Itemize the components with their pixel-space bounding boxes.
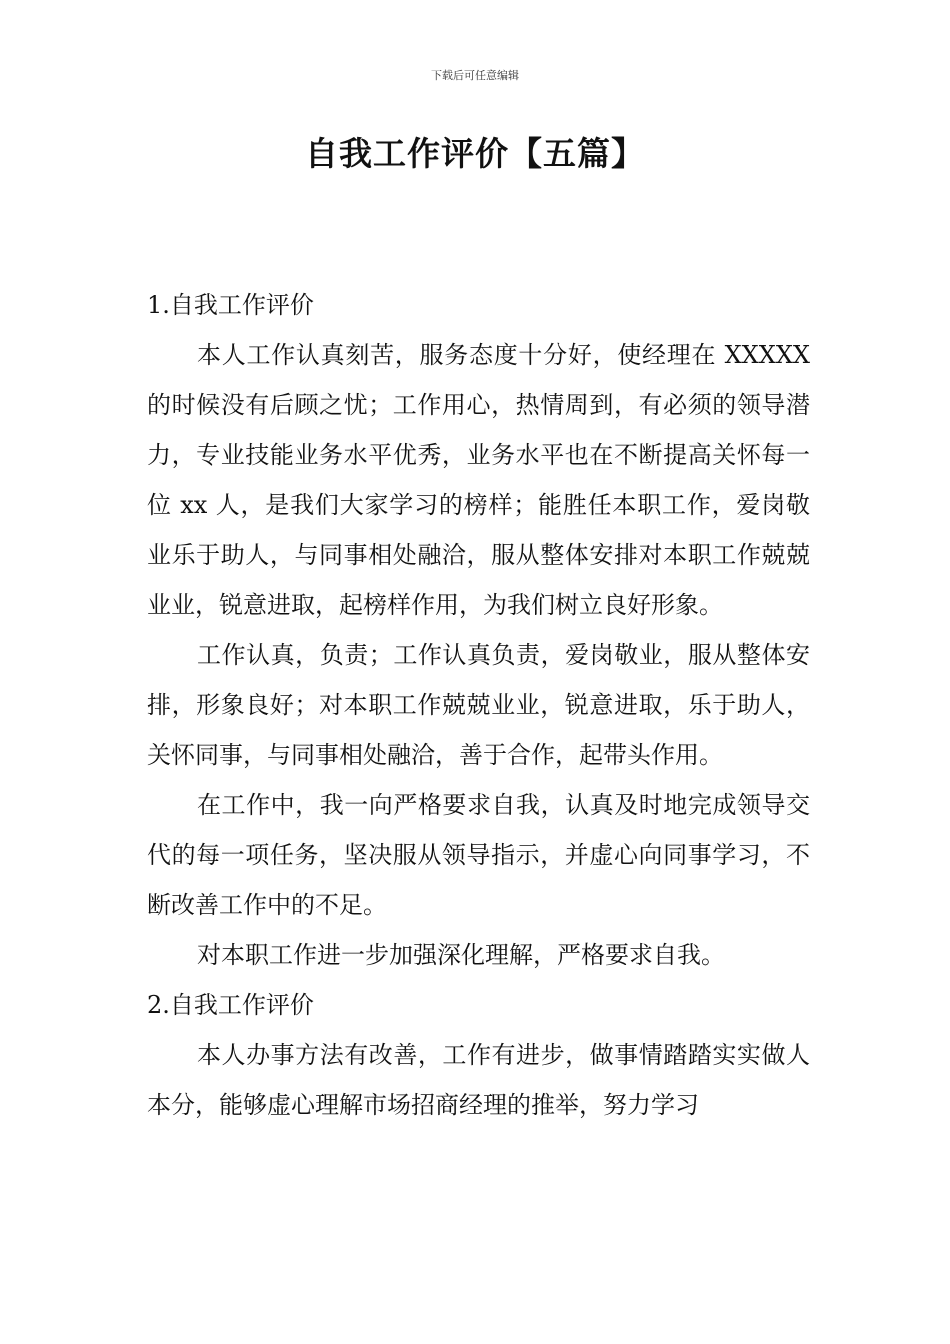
paragraph: 对本职工作进一步加强深化理解，严格要求自我。 — [197, 941, 725, 969]
paragraph: 在工作中，我一向严格要求自我，认真及时地完成领导交代的每一项任务，坚决服从领导指示，并虚心向同事学习，不断改善工作中的不足。 — [147, 791, 810, 919]
paragraph: 本人工作认真刻苦，服务态度十分好，使经理在 XXXXX 的时候没有后顾之忧；工作用心，热情周到，有必须的领导潜力，专业技能业务水平优秀，业务水平也在不断提高关怀每一位 xx 人，是我们大家学习的榜样；能胜任本职工作，爱岗敬业乐于助人，与同事相处融洽，服从整体安排对本职工作兢兢业业，锐意进取，起榜样作用，为我们树立良好形象。 — [147, 341, 810, 619]
document-body — [147, 280, 810, 1130]
paragraph: 工作认真，负责；工作认真负责，爱岗敬业，服从整体安排，形象良好；对本职工作兢兢业业，锐意进取，乐于助人，关怀同事，与同事相处融洽，善于合作，起带头作用。 — [147, 641, 810, 769]
section-heading: 2.自我工作评价 — [147, 991, 314, 1019]
header-note: 下载后可任意编辑 — [431, 69, 519, 82]
document-title: 自我工作评价【五篇】 — [305, 134, 645, 173]
paragraph: 本人办事方法有改善，工作有进步，做事情踏踏实实做人本分，能够虚心理解市场招商经理的推举，努力学习 — [147, 1041, 810, 1119]
section-heading: 1.自我工作评价 — [147, 291, 314, 319]
